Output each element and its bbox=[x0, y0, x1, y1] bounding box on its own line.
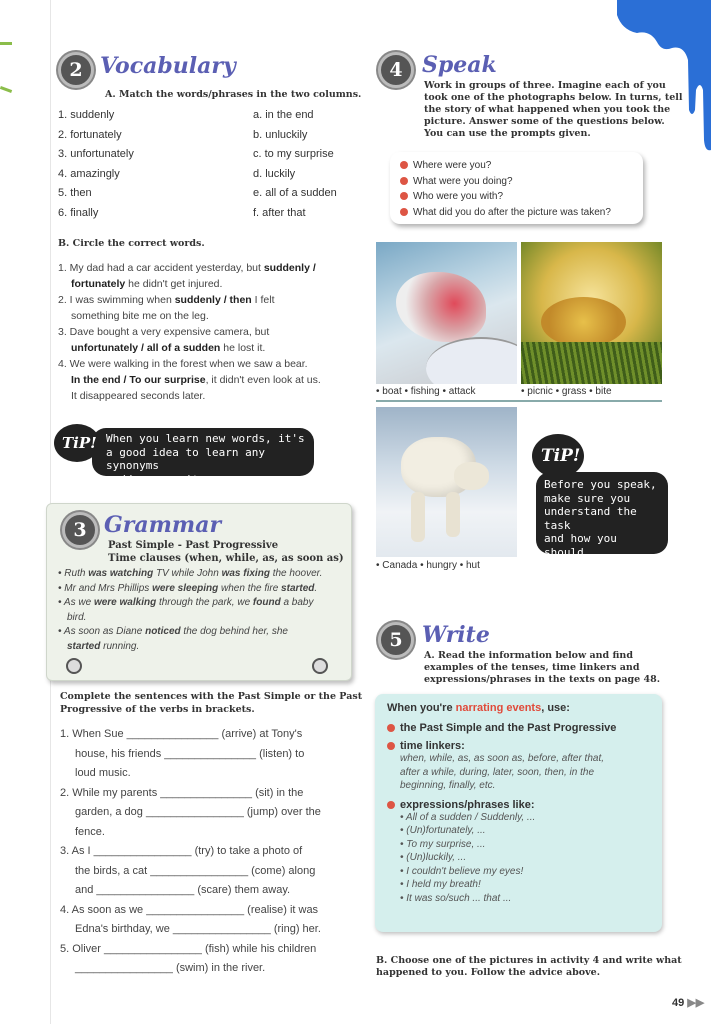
section-number-grammar: 3 bbox=[62, 512, 98, 548]
photo-caption-picnic: • picnic • grass • bite bbox=[521, 386, 612, 397]
grammar-examples: • Ruth was watching TV while John was fixing the hoover. • Mr and Mrs Phillips were sleeping when the fire started. • As we were walking through the park, we found a baby bird. • As soon as Diane noticed the dog behind her, she started running. bbox=[58, 568, 323, 652]
speak-instruction: Work in groups of three. Imagine each of you took one of the photographs below. In turns, tell the story of what happened when you took the picture. Answer some of the questions below. You can use the prompts given. bbox=[424, 80, 683, 139]
fill-instruction-1: Complete the sentences with the Past Simple or the Past bbox=[60, 691, 363, 702]
prompt-item: What did you do after the picture was taken? bbox=[390, 205, 643, 221]
page-number: 49 ▶▶ bbox=[672, 997, 705, 1009]
vocab-phrase: f. after that bbox=[253, 206, 306, 219]
bullet-icon bbox=[387, 742, 395, 750]
prompt-item: Who were you with? bbox=[390, 189, 643, 205]
green-mark-top bbox=[0, 42, 12, 45]
section-title-vocabulary: Vocabulary bbox=[100, 53, 236, 79]
vocab-phrase: c. to my surprise bbox=[253, 148, 334, 160]
caption-underline bbox=[376, 400, 662, 402]
narrating-tips-box: When you're narrating events, use: the Past Simple and the Past Progressive time linkers: when, while, as, as soon as, before, after that, after a while, during, later, soon, then, in the beginning, finally, etc. expressions/phrases like: • All of a sudden / Suddenly, ... • (Un)fortunately, ... • To my surprise, ... • (Un)luckily, ... • I couldn't believe my eyes! • I held my breath! • It was so/such ... that ... bbox=[375, 694, 662, 932]
photo-caption-boat: • boat • fishing • attack bbox=[376, 386, 476, 397]
fill-sentences: 1. When Sue _______________ (arrive) at Tony's house, his friends _______________ (listen) to loud music. 2. While my parents _______________ (sit) in the garden, a dog ________________ (jump) over the fence. 3. As I ________________ (try) to take a photo of the birds, a cat ________________ (come) along and ________________ (scare) them away. 4. As soon as we ________________ (realise) it was Edna's birthday, we ________________ (ring) her. 5. Oliver ________________ (fish) while his children ________________ (swim) in the river. bbox=[60, 728, 321, 974]
section-title-write: Write bbox=[422, 622, 490, 648]
bullet-icon bbox=[400, 192, 408, 200]
grammar-subtitle-1: Past Simple - Past Progressive bbox=[108, 540, 279, 551]
vocab-right-column bbox=[253, 106, 337, 223]
section-number-write: 5 bbox=[378, 622, 414, 658]
speak-prompts-box bbox=[390, 152, 643, 224]
forward-arrow-icon: ▶▶ bbox=[687, 997, 705, 1009]
prompt-item: Where were you? bbox=[390, 158, 643, 174]
bullet-icon bbox=[400, 208, 408, 216]
narrating-heading: When you're narrating events, use: bbox=[387, 702, 570, 714]
grammar-subtitle-2: Time clauses (when, while, as, as soon as) bbox=[108, 553, 344, 564]
vocab-instruction-a: A. Match the words/phrases in the two columns. bbox=[105, 89, 362, 100]
green-mark-bottom bbox=[0, 86, 12, 93]
section-number-vocabulary: 2 bbox=[58, 52, 94, 88]
circle-words-list: 1. My dad had a car accident yesterday, but suddenly / fortunately he didn't get injured. 2. I was swimming when suddenly / then I felt something bite me on the leg. 3. Dave bought a very expensive camera, but unfortunately / all of a sudden he lost it. 4. We were walking in the forest when we saw a bear. In the end / To our surprise, it didn't even look at us. It disappeared seconds later. bbox=[58, 262, 321, 402]
photo-polar-bear bbox=[376, 407, 517, 557]
bullet-icon bbox=[387, 801, 395, 809]
write-instruction-b: B. Choose one of the pictures in activity 4 and write what happened to you. Follow the advice above. bbox=[376, 955, 682, 978]
tip-synonyms: When you learn new words, it's a good idea to learn any synonyms and/or opposites. bbox=[92, 428, 314, 476]
photo-caption-canada: • Canada • hungry • hut bbox=[376, 560, 480, 571]
vocab-phrase: d. luckily bbox=[253, 167, 296, 180]
tip-badge-label-2: TiP! bbox=[541, 446, 581, 466]
section-number-speak: 4 bbox=[378, 52, 414, 88]
screw-icon-right bbox=[312, 658, 328, 674]
tip-badge-label: TiP! bbox=[62, 434, 97, 452]
section-title-speak: Speak bbox=[422, 52, 497, 78]
vocab-word: 4. amazingly bbox=[58, 167, 120, 180]
vocab-left-column bbox=[58, 106, 134, 223]
vocab-phrase: b. unluckily bbox=[253, 128, 308, 141]
vocab-word: 6. finally bbox=[58, 206, 99, 219]
bullet-icon bbox=[387, 724, 395, 732]
section-title-grammar: Grammar bbox=[104, 512, 222, 538]
photo-boat-fish bbox=[376, 242, 517, 384]
vocab-instruction-b: B. Circle the correct words. bbox=[58, 238, 205, 249]
vocab-word: 1. suddenly bbox=[58, 109, 115, 121]
prompt-item: What were you doing? bbox=[390, 174, 643, 190]
screw-icon-left bbox=[66, 658, 82, 674]
photo-snake-grass bbox=[521, 242, 662, 384]
fill-instruction-2: Progressive of the verbs in brackets. bbox=[60, 704, 255, 715]
vocab-phrase: a. in the end bbox=[253, 109, 314, 121]
vocab-word: 3. unfortunately bbox=[58, 148, 134, 160]
vocab-word: 5. then bbox=[58, 187, 92, 199]
bullet-icon bbox=[400, 161, 408, 169]
write-instruction-a: A. Read the information below and find examples of the tenses, time linkers and expressions/phrases in the texts on page 48. bbox=[424, 650, 661, 685]
bullet-icon bbox=[400, 177, 408, 185]
tip-before-speak: Before you speak, make sure you understand the task and how you should use the prompts. bbox=[536, 472, 668, 554]
vocab-word: 2. fortunately bbox=[58, 128, 122, 141]
vocab-phrase: e. all of a sudden bbox=[253, 187, 337, 199]
